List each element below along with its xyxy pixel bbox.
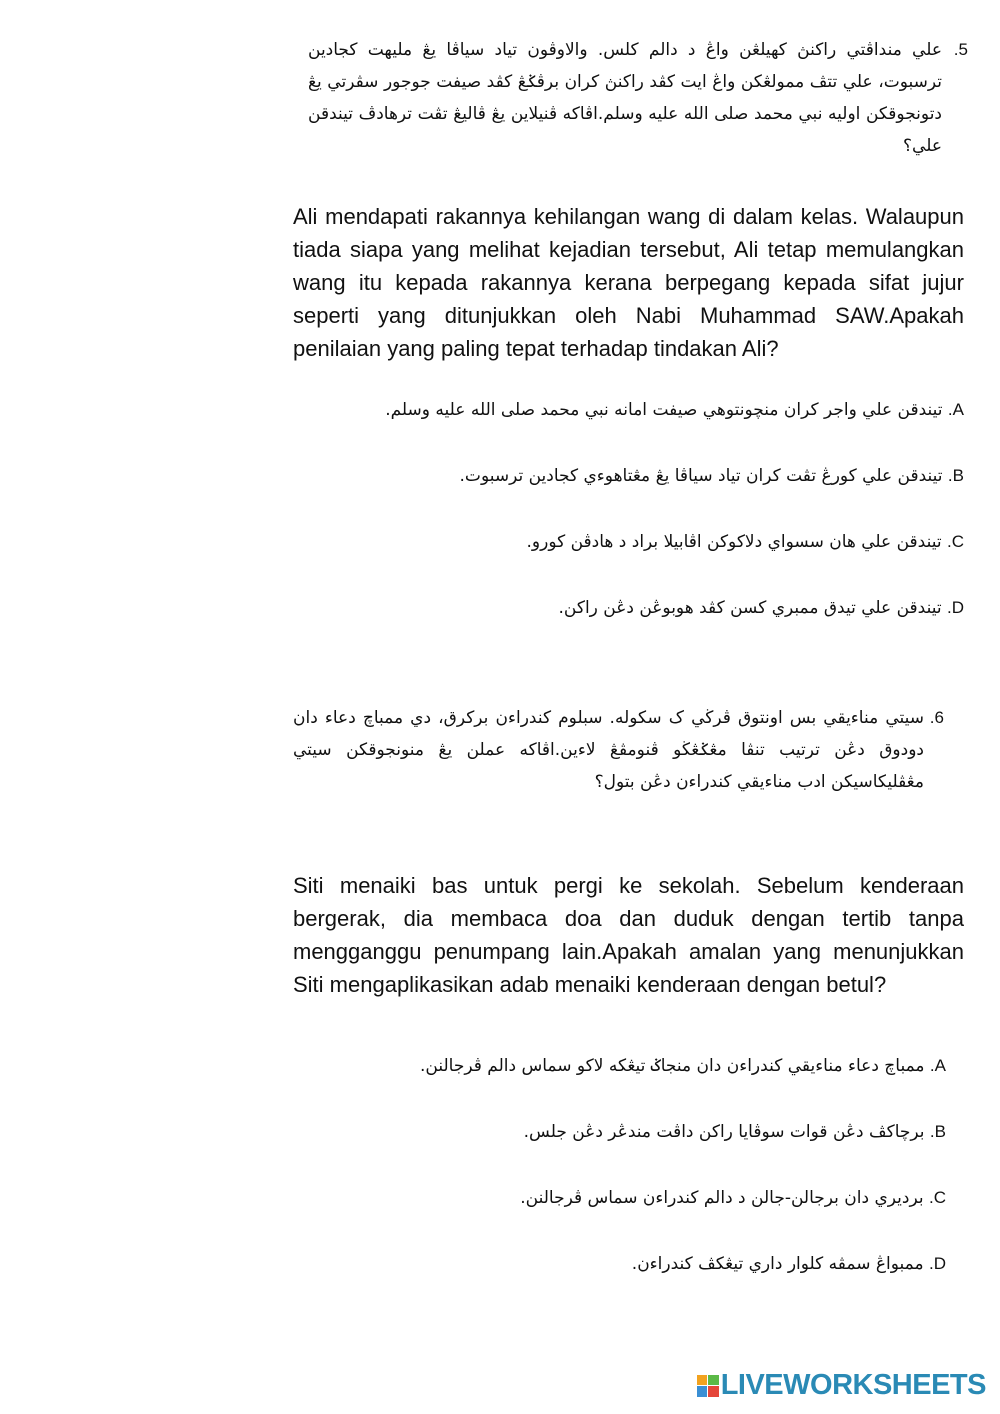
q5-rumi-question: Ali mendapati rakannya kehilangan wang di dalam kelas. Walaupun tiada siapa yang melihat kejadian tersebut, Ali tetap memulangkan wang itu kepada rakannya kerana berpegang kepada sifat jujur seperti yang ditunjukkan oleh Nabi Muhammad SAW.Apakah penilaian yang paling tepat terhadap tindakan Ali?: [293, 204, 964, 361]
logo-mark-cell-e: [708, 1386, 719, 1397]
q5-option-b-text: تيندقن علي كورڠ تڤت كران تياد سياڤا يڠ مڠتاهوءي كجادين ترسبوت.: [459, 466, 943, 486]
q6-option-a-label: A.: [929, 1056, 946, 1075]
q6-rumi-question: Siti menaiki bas untuk pergi ke sekolah. Sebelum kenderaan bergerak, dia membaca doa dan duduk dengan tertib tanpa mengganggu penumpang lain.Apakah amalan yang menunjukkan Siti mengaplikasikan adab menaiki kenderaan dengan betul?: [293, 873, 964, 997]
q6-option-b-text: برچاكڤ دڠن قوات سوڤايا راكن داڤت مندڠر دڠن جلس.: [523, 1122, 925, 1142]
q5-jawi-question: [308, 34, 968, 162]
q6-jawi-block: [293, 702, 968, 798]
logo-mark-cell-l: [697, 1375, 708, 1386]
q6-option-b-label: B.: [929, 1122, 946, 1141]
q5-option-b[interactable]: [460, 462, 964, 490]
q5-option-c-text: تيندقن علي هان سسواي دلاكوكن اڤابيلا براد د هادڤن كورو.: [526, 532, 942, 552]
q6-option-d[interactable]: [632, 1250, 946, 1278]
q6-option-a-text: ممباچ دعاء مناءيقي كندراءن دان منجاݢ تيڠكه لاكو سماس دالم ڤرجالنن.: [420, 1056, 925, 1076]
q6-jawi-text: سيتي مناءيقي بس اونتوق ڤرڬي ک سكوله. سبلوم كندراءن بركرق، دي ممباچ دعاء دان دودوق دڠن ترتيب تنڤا مڠݢڠڬو ڤنومڤڠ لاءين.اڤاكه عملن يڠ منونجوقكن سيتي مڠڤليكاسيكن ادب مناءيقي كندراءن دڠن بتول؟: [293, 708, 924, 792]
q6-jawi-question: [293, 702, 968, 798]
q5-jawi-text: علي منداڤتي راكنڽ كهيلڠن واڠ د دالم كلس. والاوڤون تياد سياڤا يڠ مليهت كجادين ترسبوت، علي تتڤ ممولڠكن واڠ ايت كڤد راكنڽ كران برڤݢڠ كڤد صيفت جوجور سڤرتي يڠ دتونجوقكن اوليه نبي محمد صلى الله عليه وسلم.اڤاكه ڤنيلاين يڠ ڤاليڠ تڤت ترهادڤ تيندقن علي؟: [308, 40, 942, 156]
q5-jawi-block: [308, 34, 968, 162]
q6-option-d-label: D.: [928, 1254, 946, 1273]
liveworksheets-mark-icon: [697, 1375, 719, 1397]
q6-number: 6.: [929, 708, 944, 727]
q5-option-a-text: تيندقن علي واجر كران منچونتوهي صيفت امانه نبي محمد صلى الله عليه وسلم.: [385, 400, 943, 420]
q5-number: 5.: [953, 40, 968, 59]
q5-option-d-label: D.: [946, 598, 964, 617]
q6-option-c-label: C.: [928, 1188, 946, 1207]
q5-option-c-label: C.: [946, 532, 964, 551]
q5-option-d-text: تيندقن علي تيدق ممبري كسن كڤد هوبوڠن دڠن راكن.: [558, 598, 942, 618]
liveworksheets-logo[interactable]: [697, 1369, 986, 1402]
q5-option-a-label: A.: [947, 400, 964, 419]
logo-mark-cell-i: [708, 1375, 719, 1386]
q5-option-a[interactable]: [385, 396, 964, 424]
q5-option-b-label: B.: [947, 466, 964, 485]
q5-option-d[interactable]: [559, 594, 965, 622]
q6-option-d-text: ممبواڠ سمڤه كلوار داري تيڠكڤ كندراءن.: [631, 1254, 924, 1274]
q6-option-c-text: برديري دان برجالن-جالن د دالم كندراءن سماس ڤرجالنن.: [520, 1188, 924, 1208]
logo-mark-cell-v: [697, 1386, 708, 1397]
q5-option-c[interactable]: [527, 528, 965, 556]
q6-option-c[interactable]: [520, 1184, 946, 1212]
q6-option-b[interactable]: [524, 1118, 946, 1146]
liveworksheets-brand: LIVEWORKSHEETS: [720, 1369, 986, 1401]
q6-option-a[interactable]: [420, 1052, 946, 1080]
